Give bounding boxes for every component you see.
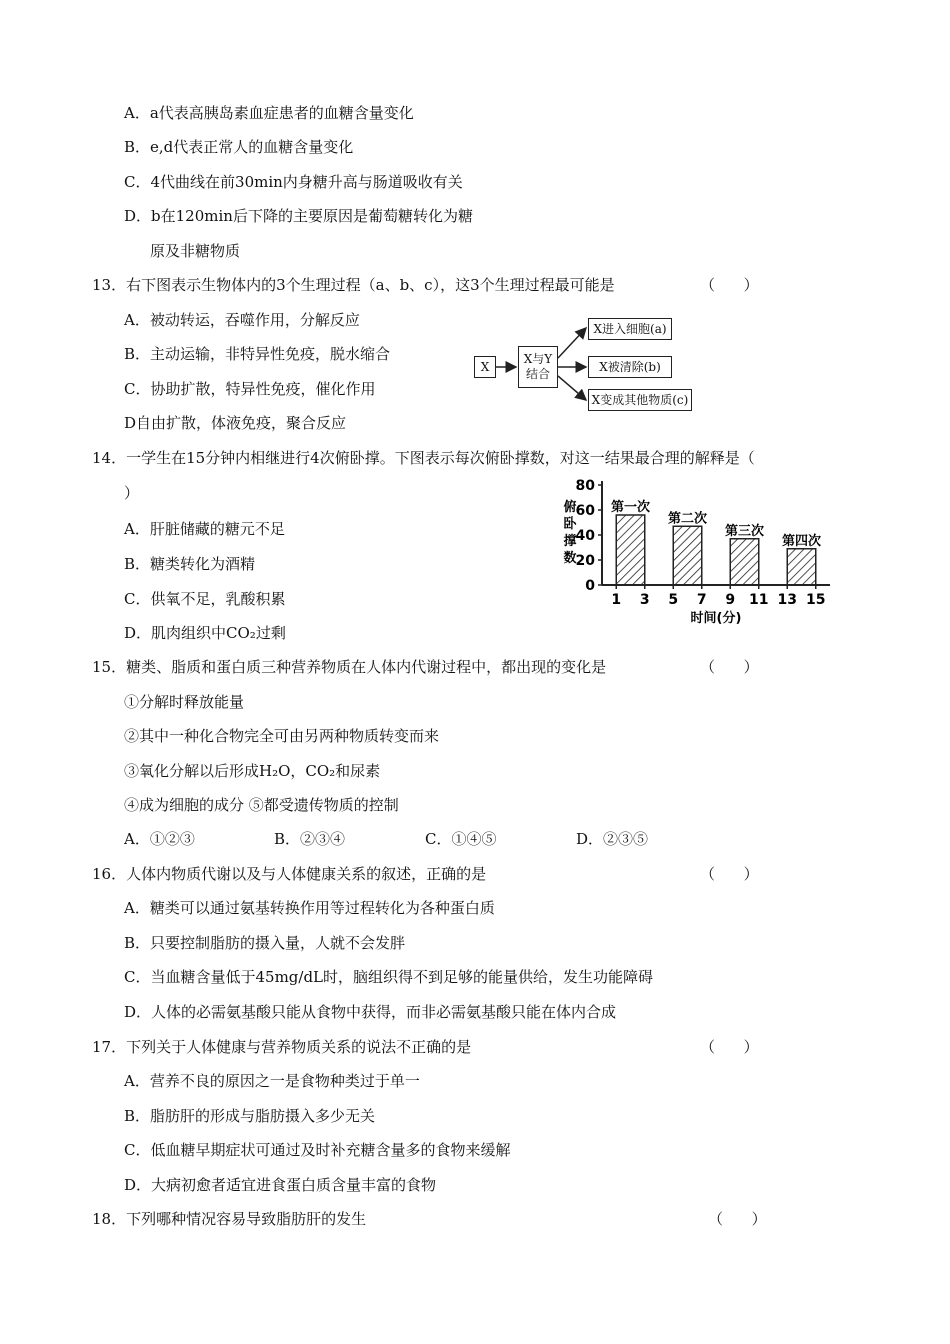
q18-answer-paren: （ ）	[708, 1210, 767, 1228]
q13-option-c: C．协助扩散，特异性免疫，催化作用	[124, 380, 376, 398]
q16-answer-paren: （ ）	[700, 865, 759, 883]
bar-label-4: 第四次	[781, 533, 822, 549]
q17-answer-paren: （ ）	[700, 1038, 759, 1056]
q18-stem: 18．下列哪种情况容易导致脂肪肝的发生	[92, 1210, 367, 1228]
bar-3	[730, 539, 759, 585]
q17-option-b: B．脂肪肝的形成与脂肪摄入多少无关	[124, 1107, 376, 1125]
q13-option-a: A．被动转运，吞噬作用，分解反应	[124, 311, 360, 329]
bar-1	[616, 515, 645, 585]
bind-box	[518, 346, 558, 388]
q13-option-d: D自由扩散，体液免疫，聚合反应	[124, 414, 347, 432]
q12-option-d: D．b在120min后下降的主要原因是葡萄糖转化为糖	[124, 207, 473, 225]
bar-label-1: 第一次	[610, 500, 651, 515]
outcome-c-box: X变成其他物质(c)	[588, 389, 692, 411]
q15-item-3: ③氧化分解以后形成H₂O，CO₂和尿素	[124, 762, 381, 780]
q15-item-1: ①分解时释放能量	[124, 693, 245, 711]
x-tick-label: 5	[668, 592, 679, 608]
q15-choice-d: D．②③⑤	[576, 830, 649, 848]
q17-option-a: A．营养不良的原因之一是食物种类过于单一	[124, 1072, 420, 1090]
q12-option-a: A．a代表高胰岛素血症患者的血糖含量变化	[124, 104, 414, 122]
y-tick-label: 80	[575, 478, 595, 494]
y-tick-label: 0	[585, 578, 595, 594]
bar-label-2: 第二次	[667, 511, 708, 527]
y-axis-label-char: 俯	[563, 500, 577, 515]
q16-option-a: A．糖类可以通过氨基转换作用等过程转化为各种蛋白质	[124, 899, 495, 917]
x-tick-label: 1	[611, 592, 622, 608]
outcome-a-box: X进入细胞(a)	[588, 318, 672, 340]
q14-option-c: C．供氧不足，乳酸积累	[124, 590, 286, 608]
q14-option-a: A．肝脏储藏的糖元不足	[124, 520, 285, 538]
q12-option-c: C．4代曲线在前30min内身糖升高与肠道吸收有关	[124, 173, 463, 191]
q15-choice-b: B．②③④	[274, 830, 346, 848]
q12-option-b: B．e,d代表正常人的血糖含量变化	[124, 138, 354, 156]
q14-stem: 14．一学生在15分钟内相继进行4次俯卧撑。下图表示每次俯卧撑数，对这一结果最合理的解释是（	[92, 449, 755, 467]
bar-2	[673, 526, 702, 585]
y-axis-label-char: 撑	[563, 534, 577, 549]
x-tick-label: 3	[639, 592, 650, 608]
q17-option-d: D．大病初愈者适宜进食蛋白质含量丰富的食物	[124, 1176, 437, 1194]
q14-option-b: B．糖类转化为酒精	[124, 555, 256, 573]
q17-option-c: C．低血糖早期症状可通过及时补充糖含量多的食物来缓解	[124, 1141, 511, 1159]
q13-option-b: B．主动运输，非特异性免疫，脱水缩合	[124, 345, 391, 363]
arrow-to-c	[558, 376, 586, 400]
y-tick-label: 40	[575, 528, 595, 544]
x-tick-label: 15	[806, 592, 826, 608]
q17-stem: 17．下列关于人体健康与营养物质关系的说法不正确的是	[92, 1038, 472, 1056]
bar-4	[787, 549, 816, 585]
arrow-to-a	[558, 328, 586, 358]
q13-stem: 13．右下图表示生物体内的3个生理过程（a、b、c），这3个生理过程最可能是	[92, 276, 615, 294]
q16-option-d: D．人体的必需氨基酸只能从食物中获得，而非必需氨基酸只能在体内合成	[124, 1003, 617, 1021]
y-axis-label-char: 卧	[563, 517, 577, 532]
q16-option-b: B．只要控制脂肪的摄入量，人就不会发胖	[124, 934, 406, 952]
x-tick-label: 11	[749, 592, 769, 608]
q15-item-2: ②其中一种化合物完全可由另两种物质转变而来	[124, 727, 440, 745]
q16-option-c: C．当血糖含量低于45mg/dL时，脑组织得不到足够的能量供给，发生功能障碍	[124, 968, 654, 986]
q15-item-4-5: ④成为细胞的成分 ⑤都受遗传物质的控制	[124, 796, 399, 814]
process-diagram	[474, 306, 704, 416]
outcome-b-box: X被清除(b)	[588, 356, 672, 378]
q15-choice-c: C．①④⑤	[425, 830, 497, 848]
bind-box-line1: X与Y	[523, 352, 553, 366]
q16-stem: 16．人体内物质代谢以及与人体健康关系的叙述，正确的是	[92, 865, 487, 883]
y-axis-label-char: 数	[563, 551, 577, 566]
x-tick-label: 7	[696, 592, 707, 608]
q15-stem: 15．糖类、脂质和蛋白质三种营养物质在人体内代谢过程中，都出现的变化是	[92, 658, 607, 676]
pushup-bar-chart	[556, 474, 846, 634]
x-axis-label: 时间(分)	[690, 611, 742, 626]
q13-answer-paren: （ ）	[700, 276, 759, 294]
q15-answer-paren: （ ）	[700, 658, 759, 676]
q14-stem-cont: ）	[124, 484, 140, 502]
chart-svg	[556, 474, 846, 634]
y-tick-label: 20	[575, 553, 595, 569]
q14-option-d: D．肌肉组织中CO₂过剩	[124, 624, 286, 642]
x-box: X	[474, 356, 496, 378]
y-tick-label: 60	[575, 503, 595, 519]
q12-option-d-cont: 原及非糖物质	[150, 242, 241, 260]
q15-choice-a: A．①②③	[124, 830, 195, 848]
x-tick-label: 9	[725, 592, 736, 608]
x-tick-label: 13	[777, 592, 797, 608]
bind-box-line2: 结合	[525, 367, 550, 381]
bar-label-3: 第三次	[724, 523, 765, 539]
